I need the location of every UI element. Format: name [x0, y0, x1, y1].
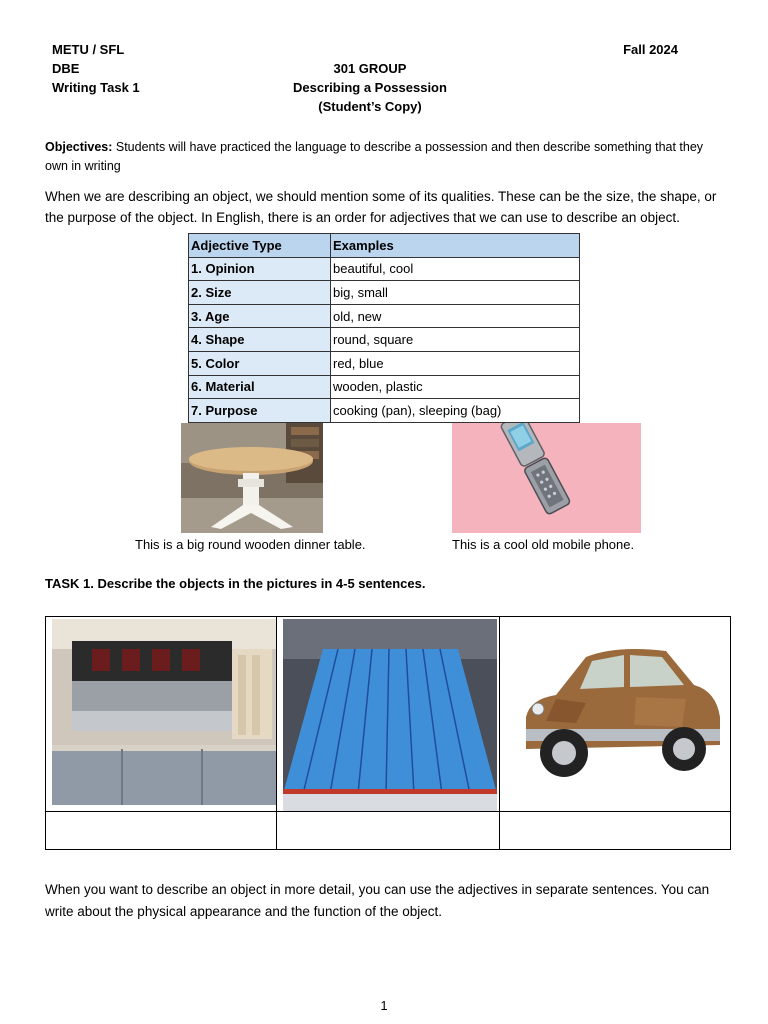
header-task-name: Writing Task 1	[52, 80, 140, 95]
mobile-phone-caption: This is a cool old mobile phone.	[452, 537, 635, 552]
adjective-example-cell: round, square	[331, 328, 580, 352]
adjective-type-cell: 7. Purpose	[189, 399, 331, 423]
table-row	[189, 257, 580, 281]
grid-divider	[46, 811, 730, 812]
objectives-paragraph	[45, 138, 725, 176]
grid-divider	[499, 617, 500, 849]
adjective-type-cell: 5. Color	[189, 351, 331, 375]
adjective-type-cell: 4. Shape	[189, 328, 331, 352]
dinner-table-caption: This is a big round wooden dinner table.	[135, 537, 366, 552]
rusty-car-image	[516, 637, 726, 797]
header-term: Fall 2024	[623, 42, 678, 57]
header-department: DBE	[52, 61, 80, 76]
objectives-label: Objectives:	[45, 140, 113, 154]
page-subtitle: (Student’s Copy)	[318, 99, 422, 114]
task-instruction: TASK 1. Describe the objects in the pictures in 4-5 sentences.	[45, 576, 426, 591]
grid-divider	[276, 617, 277, 849]
table-header-examples: Examples	[331, 234, 580, 258]
header-group: 301 GROUP	[333, 61, 407, 76]
adjective-order-table	[188, 233, 580, 423]
adjective-example-cell: wooden, plastic	[331, 375, 580, 399]
adjective-example-cell: cooking (pan), sleeping (bag)	[331, 399, 580, 423]
adjective-type-cell: 1. Opinion	[189, 257, 331, 281]
header-center	[230, 59, 510, 116]
table-row	[189, 399, 580, 423]
table-row	[189, 351, 580, 375]
task-picture-grid	[45, 616, 731, 850]
adjective-example-cell: beautiful, cool	[331, 257, 580, 281]
page-title: Describing a Possession	[293, 80, 447, 95]
adjective-type-cell: 3. Age	[189, 304, 331, 328]
intro-paragraph: When we are describing an object, we should mention some of its qualities. These can be the size, the shape, or the purpose of the object. In English, there is an order for adjectives that we can use to describe an object.	[45, 189, 717, 225]
closing-paragraph: When you want to describe an object in more detail, you can use the adjectives in separate sentences. You can write about the physical appearance and the function of the object.	[45, 882, 710, 919]
dinner-table-image	[181, 423, 323, 533]
adjective-example-cell: old, new	[331, 304, 580, 328]
adjective-type-cell: 2. Size	[189, 281, 331, 305]
header-institution: METU / SFL	[52, 42, 125, 57]
table-row	[189, 304, 580, 328]
coffee-machine-image	[52, 619, 276, 805]
adjective-example-cell: red, blue	[331, 351, 580, 375]
adjective-example-cell: big, small	[331, 281, 580, 305]
page-number: 1	[380, 998, 388, 1013]
mobile-phone-image	[452, 423, 641, 533]
objectives-text: Students will have practiced the language to describe a possession and then describe something that they own in writing	[45, 140, 704, 173]
table-header-type: Adjective Type	[189, 234, 331, 258]
table-row	[189, 328, 580, 352]
table-row	[189, 281, 580, 305]
header-left	[52, 40, 140, 97]
table-row	[189, 375, 580, 399]
adjective-type-cell: 6. Material	[189, 375, 331, 399]
swimming-pool-image	[283, 619, 497, 811]
table-header-row	[189, 234, 580, 258]
